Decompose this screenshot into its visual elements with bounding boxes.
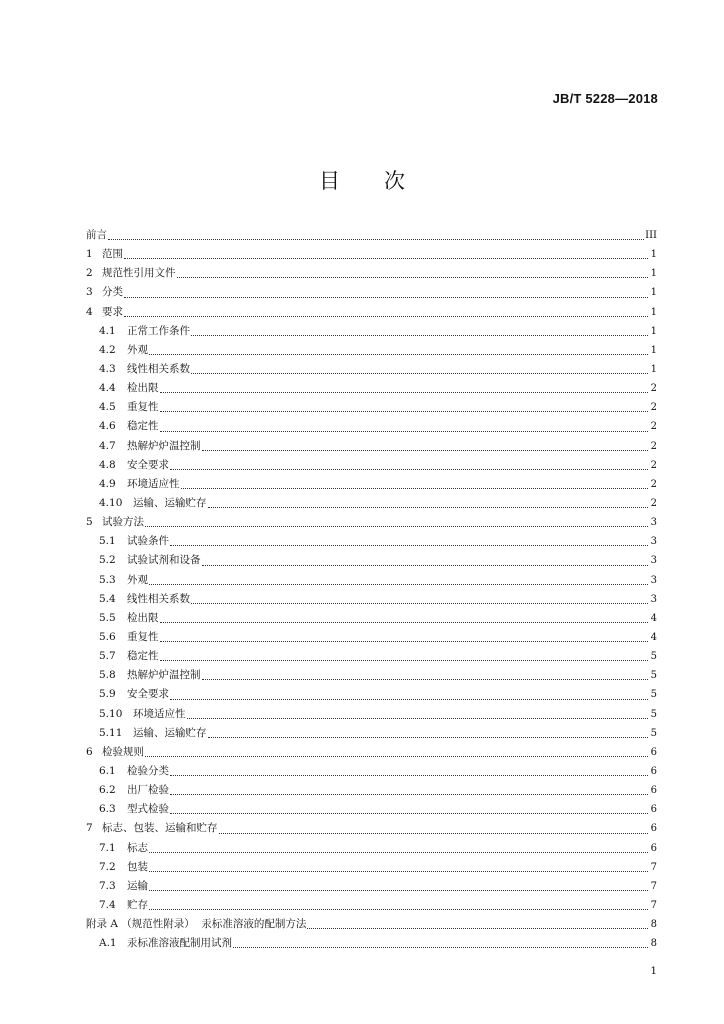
toc-entry-page: 2 — [650, 440, 657, 452]
toc-entry[interactable] — [86, 245, 657, 264]
toc-leader-dots — [202, 678, 649, 680]
toc-entry-number: 7.3 — [99, 879, 116, 892]
toc-entry[interactable] — [86, 724, 657, 743]
toc-entry-number: 5.10 — [99, 707, 123, 720]
toc-entry-label: 检验规则 — [102, 745, 144, 758]
toc-entry[interactable] — [86, 341, 657, 360]
toc-entry[interactable] — [86, 360, 657, 379]
toc-entry[interactable] — [86, 226, 657, 245]
toc-entry-page: 1 — [650, 306, 657, 318]
toc-entry-label: 检出限 — [127, 611, 159, 624]
toc-leader-dots — [202, 449, 649, 451]
toc-leader-dots — [149, 583, 648, 585]
toc-entry[interactable] — [86, 322, 657, 341]
toc-entry-label: 出厂检验 — [127, 784, 169, 797]
toc-entry-page: 2 — [650, 478, 657, 490]
toc-leader-dots — [170, 468, 648, 470]
toc-entry-label: 运输 — [127, 879, 148, 892]
toc-entry-label: 前言 — [86, 229, 107, 241]
toc-entry[interactable] — [86, 858, 657, 877]
toc-entry[interactable] — [86, 896, 657, 915]
toc-entry-number: 4.2 — [99, 343, 116, 356]
toc-leader-dots — [160, 391, 649, 393]
toc-entry-page: 1 — [650, 344, 657, 356]
toc-entry-page: 1 — [650, 287, 657, 299]
toc-entry-label: 规范性引用文件 — [102, 267, 176, 280]
toc-entry-page: 4 — [650, 612, 657, 624]
toc-leader-dots — [208, 736, 649, 738]
toc-leader-dots — [191, 602, 648, 604]
toc-entry[interactable] — [86, 685, 657, 704]
toc-entry-label: 热解炉炉温控制 — [127, 439, 201, 452]
toc-leader-dots — [108, 238, 644, 240]
toc-entry-number: 7.1 — [99, 841, 116, 854]
toc-leader-dots — [160, 430, 649, 432]
toc-entry-page: 1 — [650, 249, 657, 261]
toc-entry-number: 7.4 — [99, 898, 116, 911]
toc-entry-label: 安全要求 — [127, 688, 169, 701]
toc-entry-page: 2 — [650, 459, 657, 471]
toc-entry[interactable] — [86, 743, 657, 762]
toc-entry[interactable] — [86, 264, 657, 283]
toc-entry-number: 5.1 — [99, 535, 116, 548]
toc-entry-page: 2 — [650, 421, 657, 433]
toc-entry-page: 3 — [650, 593, 657, 605]
toc-entry-page: 2 — [650, 383, 657, 395]
toc-leader-dots — [149, 870, 648, 872]
toc-entry-label: 检出限 — [127, 382, 159, 395]
toc-entry[interactable] — [86, 609, 657, 628]
toc-leader-dots — [219, 832, 649, 834]
toc-entry-label: 外观 — [127, 343, 148, 356]
toc-entry-page: 8 — [650, 919, 657, 931]
toc-leader-dots — [160, 659, 649, 661]
toc-entry[interactable] — [86, 437, 657, 456]
toc-entry-label: 正常工作条件 — [127, 324, 190, 337]
toc-entry[interactable] — [86, 781, 657, 800]
toc-entry[interactable] — [86, 647, 657, 666]
toc-leader-dots — [170, 793, 648, 795]
toc-leader-dots — [160, 410, 649, 412]
toc-leader-dots — [149, 851, 648, 853]
toc-entry-page: 3 — [650, 517, 657, 529]
toc-entry[interactable] — [86, 839, 657, 858]
toc-entry-label: 标志 — [127, 841, 148, 854]
toc-entry-page: 3 — [650, 574, 657, 586]
toc-entry-label: 要求 — [102, 305, 123, 318]
toc-entry-label: 重复性 — [127, 401, 159, 414]
toc-entry[interactable] — [86, 705, 657, 724]
toc-entry-page: 3 — [650, 536, 657, 548]
toc-leader-dots — [191, 372, 648, 374]
toc-leader-dots — [307, 927, 648, 929]
toc-entry[interactable] — [86, 379, 657, 398]
toc-leader-dots — [191, 334, 648, 336]
toc-entry-label: 环境适应性 — [133, 707, 186, 720]
toc-entry-label: 分类 — [102, 286, 123, 299]
toc-entry[interactable] — [86, 934, 657, 953]
toc-entry-label: 运输、运输贮存 — [133, 496, 207, 509]
toc-entry-number: 5.8 — [99, 669, 116, 682]
toc-entry[interactable] — [86, 417, 657, 436]
toc-entry-number: 4.5 — [99, 401, 116, 414]
toc-entry[interactable] — [86, 590, 657, 609]
toc-entry-number: 6 — [86, 745, 93, 758]
toc-leader-dots — [145, 525, 648, 527]
toc-leader-dots — [160, 621, 649, 623]
toc-entry-number: 5.4 — [99, 592, 116, 605]
toc-leader-dots — [233, 946, 648, 948]
toc-entry-number: 2 — [86, 267, 93, 280]
toc-entry-page: 5 — [650, 670, 657, 682]
toc-entry[interactable] — [86, 762, 657, 781]
toc-entry-page: 3 — [650, 555, 657, 567]
toc-leader-dots — [160, 640, 649, 642]
toc-leader-dots — [187, 717, 649, 719]
toc-entry-number: 4.6 — [99, 420, 116, 433]
toc-entry-number: 4.7 — [99, 439, 116, 452]
toc-entry-page: 7 — [650, 861, 657, 873]
toc-entry-page: III — [645, 230, 657, 241]
toc-entry-number: 7 — [86, 822, 93, 835]
toc-entry-page: 6 — [650, 746, 657, 758]
toc-entry[interactable] — [86, 915, 657, 934]
toc-entry-number: 5.7 — [99, 650, 116, 663]
toc-entry-label: 稳定性 — [127, 650, 159, 663]
toc-entry-label: 热解炉炉温控制 — [127, 669, 201, 682]
toc-entry-number: 4 — [86, 305, 93, 318]
toc-entry-number: 4.3 — [99, 362, 116, 375]
toc-leader-dots — [124, 257, 648, 259]
toc-entry-label: 包装 — [127, 860, 148, 873]
toc-entry-number: 4.9 — [99, 477, 116, 490]
toc-entry-number: 5.6 — [99, 630, 116, 643]
toc-leader-dots — [124, 296, 648, 298]
toc-entry-page: 5 — [650, 651, 657, 663]
toc-leader-dots — [170, 698, 648, 700]
toc-entry-number: 5.3 — [99, 573, 116, 586]
toc-leader-dots — [149, 353, 648, 355]
toc-entry-label: 试验条件 — [127, 535, 169, 548]
toc-entry-number: A.1 — [99, 937, 117, 950]
toc-leader-dots — [202, 564, 649, 566]
toc-entry-page: 1 — [650, 363, 657, 375]
toc-entry[interactable] — [86, 666, 657, 685]
table-of-contents — [86, 226, 657, 953]
standard-code: JB/T 5228—2018 — [552, 91, 658, 106]
toc-entry[interactable] — [86, 303, 657, 322]
toc-entry-number: 3 — [86, 286, 93, 299]
toc-entry-page: 8 — [650, 938, 657, 950]
toc-entry-number: 5.2 — [99, 554, 116, 567]
toc-entry-number: 4.1 — [99, 324, 116, 337]
toc-entry-number: 4.4 — [99, 382, 116, 395]
page-number: 1 — [650, 965, 657, 977]
toc-entry[interactable] — [86, 551, 657, 570]
toc-entry-page: 7 — [650, 880, 657, 892]
toc-entry-label: 附录 A （规范性附录） 汞标准溶液的配制方法 — [86, 918, 307, 931]
toc-entry[interactable] — [86, 456, 657, 475]
toc-entry-number: 4.8 — [99, 458, 116, 471]
toc-entry-page: 5 — [650, 708, 657, 720]
toc-entry-page: 2 — [650, 402, 657, 414]
toc-entry-page: 6 — [650, 804, 657, 816]
toc-entry-label: 汞标准溶液配制用试剂 — [127, 937, 232, 950]
toc-entry-page: 6 — [650, 785, 657, 797]
toc-entry-page: 6 — [650, 765, 657, 777]
toc-entry-label: 线性相关系数 — [127, 592, 190, 605]
toc-entry[interactable] — [86, 800, 657, 819]
toc-entry[interactable] — [86, 475, 657, 494]
toc-entry-number: 6.1 — [99, 764, 116, 777]
toc-leader-dots — [170, 774, 648, 776]
toc-entry-number: 5 — [86, 516, 93, 529]
toc-leader-dots — [177, 276, 649, 278]
toc-entry-label: 重复性 — [127, 630, 159, 643]
toc-entry-page: 6 — [650, 823, 657, 835]
toc-entry[interactable] — [86, 628, 657, 647]
toc-entry-label: 贮存 — [127, 898, 148, 911]
toc-entry-label: 检验分类 — [127, 764, 169, 777]
toc-leader-dots — [149, 889, 648, 891]
toc-entry-label: 外观 — [127, 573, 148, 586]
toc-leader-dots — [208, 506, 649, 508]
toc-entry[interactable] — [86, 398, 657, 417]
toc-entry-page: 7 — [650, 899, 657, 911]
toc-entry[interactable] — [86, 532, 657, 551]
toc-entry-label: 稳定性 — [127, 420, 159, 433]
toc-entry-label: 环境适应性 — [127, 477, 180, 490]
toc-entry-number: 7.2 — [99, 860, 116, 873]
toc-entry-label: 线性相关系数 — [127, 362, 190, 375]
toc-entry-number: 4.10 — [99, 496, 123, 509]
toc-leader-dots — [145, 755, 648, 757]
toc-entry-page: 4 — [650, 631, 657, 643]
toc-entry-label: 试验方法 — [102, 516, 144, 529]
toc-entry-page: 6 — [650, 842, 657, 854]
toc-entry-label: 安全要求 — [127, 458, 169, 471]
toc-entry[interactable] — [86, 494, 657, 513]
toc-entry-label: 试验试剂和设备 — [127, 554, 201, 567]
toc-entry[interactable] — [86, 513, 657, 532]
toc-entry[interactable] — [86, 877, 657, 896]
toc-entry-number: 5.9 — [99, 688, 116, 701]
toc-leader-dots — [170, 544, 648, 546]
toc-entry-number: 5.5 — [99, 611, 116, 624]
toc-leader-dots — [170, 812, 648, 814]
toc-entry[interactable] — [86, 571, 657, 590]
toc-entry-label: 运输、运输贮存 — [133, 726, 207, 739]
toc-entry-number: 5.11 — [99, 726, 123, 739]
toc-leader-dots — [181, 487, 649, 489]
toc-leader-dots — [124, 315, 648, 317]
toc-entry-page: 1 — [650, 268, 657, 280]
toc-entry-label: 范围 — [102, 248, 123, 261]
toc-entry-number: 6.3 — [99, 803, 116, 816]
toc-entry-page: 5 — [650, 689, 657, 701]
toc-entry-page: 5 — [650, 727, 657, 739]
toc-leader-dots — [149, 908, 648, 910]
toc-entry-page: 2 — [650, 497, 657, 509]
toc-entry-label: 标志、包装、运输和贮存 — [102, 822, 218, 835]
toc-entry[interactable] — [86, 283, 657, 302]
toc-entry[interactable] — [86, 819, 657, 838]
toc-entry-label: 型式检验 — [127, 803, 169, 816]
toc-entry-number: 6.2 — [99, 784, 116, 797]
toc-entry-number: 1 — [86, 248, 93, 261]
page-title: 目次 — [319, 169, 449, 193]
toc-entry-page: 1 — [650, 325, 657, 337]
